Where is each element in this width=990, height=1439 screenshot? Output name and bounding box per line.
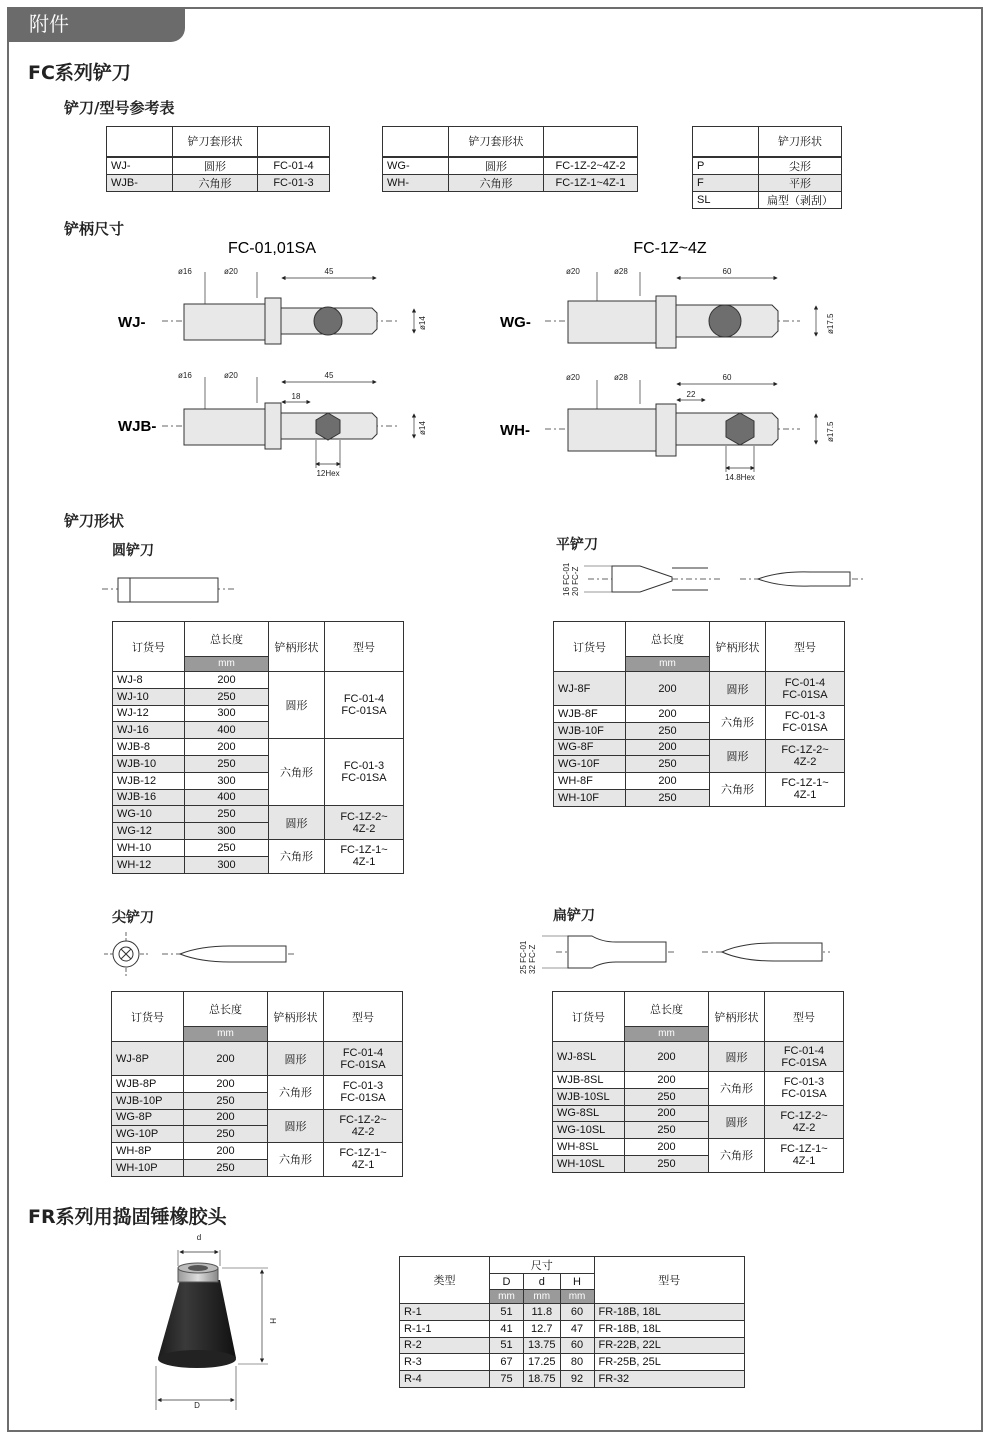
ref-cell: WJB- [107, 174, 173, 191]
order-no: WG-10 [113, 806, 185, 823]
col-model: 型号 [325, 622, 404, 672]
ref-cell: FC-01-4 [258, 157, 330, 175]
length: 300 [185, 856, 269, 873]
order-no: WJ-10 [113, 688, 185, 705]
order-no: WG-10SL [553, 1122, 625, 1139]
shank-label: WJ- [118, 314, 146, 331]
shank-shape: 圆形 [709, 1105, 765, 1139]
D-cell: 75 [490, 1371, 524, 1388]
dim-label: ø16 [178, 371, 192, 380]
dim-label: 18 [291, 392, 301, 401]
order-no: WJB-8SL [553, 1072, 625, 1089]
order-no: WJB-10SL [553, 1088, 625, 1105]
dim-label: 22 [686, 390, 696, 399]
length: 250 [185, 839, 269, 856]
unit-mm: mm [184, 1026, 268, 1041]
length: 200 [625, 1105, 709, 1122]
length: 250 [626, 789, 710, 806]
model: FC-01-4 [342, 1046, 384, 1059]
model: FC-1Z-2~ [340, 810, 388, 823]
length: 300 [185, 772, 269, 789]
model: FC-01-3 [342, 1080, 384, 1093]
model: FC-01-3 [343, 760, 385, 773]
order-no: WG-10P [112, 1126, 184, 1143]
unit-mm: mm [625, 1026, 709, 1041]
ref-table-wj [106, 126, 330, 192]
col-shank: 铲柄形状 [269, 622, 325, 672]
ref-col-shape: 铲刀套形状 [449, 127, 544, 157]
shank-shape: 圆形 [269, 672, 325, 739]
shank-shape: 圆形 [709, 1042, 765, 1072]
dim-label: ø20 [224, 371, 238, 380]
model: FC-01SA [781, 1088, 827, 1101]
ref-table-wg [382, 126, 638, 192]
col-model: 型号 [594, 1257, 744, 1304]
unit-mm: mm [185, 656, 269, 671]
D-cell: 51 [490, 1304, 524, 1321]
length: 200 [625, 1042, 709, 1072]
order-no: WH-10P [112, 1159, 184, 1176]
model: 4Z-1 [352, 856, 376, 869]
length: 200 [626, 773, 710, 790]
length: 250 [185, 755, 269, 772]
order-no: WG-12 [113, 823, 185, 840]
rubber-head-table [399, 1256, 745, 1388]
model: FC-01SA [340, 1092, 386, 1105]
round-blade-table [112, 621, 404, 874]
ref-cell: 圆形 [449, 157, 544, 175]
model: FC-01SA [782, 688, 828, 701]
scrape-blade-table [552, 991, 844, 1173]
H-cell: 47 [560, 1320, 594, 1337]
model: FC-01SA [781, 1056, 827, 1069]
ref-cell: 圆形 [173, 157, 258, 175]
length: 200 [626, 739, 710, 756]
model: FC-1Z-1~ [339, 1147, 387, 1160]
dim-label: d [196, 1233, 202, 1242]
order-no: WH-8P [112, 1143, 184, 1160]
round-blade-title: 圆铲刀 [112, 543, 154, 559]
section-tab: 附件 [7, 7, 185, 42]
model: 4Z-2 [351, 1125, 375, 1138]
shank-shape: 圆形 [269, 806, 325, 840]
shank-shape: 六角形 [709, 1139, 765, 1173]
shank-shape: 六角形 [269, 839, 325, 873]
dim-label: ø28 [614, 267, 628, 276]
shank-shape: 六角形 [268, 1076, 324, 1110]
order-no: WJB-8P [112, 1076, 184, 1093]
ref-cell: WH- [383, 174, 449, 191]
order-no: WH-12 [113, 856, 185, 873]
ref-cell: 六角形 [449, 174, 544, 191]
col-H: H [560, 1274, 594, 1290]
scrape-blade-drawing [516, 930, 836, 976]
model: FC-01-4 [343, 693, 385, 706]
col-shank: 铲柄形状 [709, 992, 765, 1042]
dim-label: 32 FC-Z [528, 944, 537, 974]
dim-label: 12Hex [316, 469, 340, 478]
D-cell: 67 [490, 1354, 524, 1371]
col-model: 型号 [324, 992, 403, 1042]
shank-label: WG- [500, 314, 531, 331]
dim-label: ø20 [224, 267, 238, 276]
H-cell: 60 [560, 1337, 594, 1354]
length: 200 [185, 672, 269, 689]
length: 250 [185, 806, 269, 823]
length: 300 [185, 705, 269, 722]
dim-label: 45 [324, 371, 334, 380]
model: FC-01-3 [783, 1076, 825, 1089]
col-length: 总长度 [625, 992, 709, 1027]
length: 400 [185, 789, 269, 806]
model: 4Z-1 [351, 1159, 375, 1172]
length: 200 [626, 672, 710, 706]
shank-shape: 六角形 [268, 1143, 324, 1177]
model: 4Z-1 [793, 789, 817, 802]
dim-label: 16 FC-01 [562, 562, 571, 596]
order-no: WH-8SL [553, 1139, 625, 1156]
order-no: WJ-12 [113, 705, 185, 722]
flat-blade-table [553, 621, 845, 807]
col-D: D [490, 1274, 524, 1290]
model: FC-01SA [340, 1058, 386, 1071]
d-cell: 12.7 [524, 1320, 561, 1337]
H-cell: 92 [560, 1371, 594, 1388]
dim-label: 20 FC-Z [571, 566, 580, 596]
col-d: d [524, 1274, 561, 1290]
col-model: 型号 [766, 622, 845, 672]
ref-cell: 扁型（剥刮） [759, 191, 842, 208]
flat-blade-drawing [560, 560, 870, 600]
ref-cell: FC-1Z-2~4Z-2 [544, 157, 638, 175]
round-blade-drawing [100, 572, 240, 608]
shape-title: 铲刀形状 [64, 512, 125, 530]
shank-shape: 圆形 [710, 672, 766, 706]
dim-label: ø14 [418, 316, 427, 330]
order-no: WG-10F [554, 756, 626, 773]
model: FC-01SA [341, 772, 387, 785]
col-order: 订货号 [113, 622, 185, 672]
shank-wg [500, 267, 835, 348]
col-type: 类型 [400, 1257, 490, 1304]
col-shank: 铲柄形状 [268, 992, 324, 1042]
model: FC-01-4 [784, 676, 826, 689]
col-length: 总长度 [184, 992, 268, 1027]
order-no: WJ-8SL [553, 1042, 625, 1072]
order-no: WH-10 [113, 839, 185, 856]
type-cell: R-1-1 [400, 1320, 490, 1337]
dim-label: ø20 [566, 267, 580, 276]
model: 4Z-2 [352, 822, 376, 835]
col-order: 订货号 [554, 622, 626, 672]
d-cell: 13.75 [524, 1337, 561, 1354]
shank-shape: 六角形 [269, 739, 325, 806]
length: 200 [184, 1042, 268, 1076]
ref-cell: WJ- [107, 157, 173, 175]
type-cell: R-4 [400, 1371, 490, 1388]
D-cell: 51 [490, 1337, 524, 1354]
order-no: WJB-8F [554, 706, 626, 723]
order-no: WJB-10P [112, 1092, 184, 1109]
unit-mm: mm [524, 1290, 561, 1304]
shank-shape: 六角形 [710, 706, 766, 740]
shank-wj [118, 267, 427, 344]
unit-mm: mm [626, 656, 710, 671]
d-cell: 11.8 [524, 1304, 561, 1321]
point-blade-drawing [100, 932, 300, 976]
dim-label: 60 [722, 373, 732, 382]
model: FC-1Z-2~ [780, 1109, 828, 1122]
ref-cell: P [693, 157, 759, 175]
length: 250 [625, 1088, 709, 1105]
dim-label: D [194, 1401, 200, 1410]
order-no: WG-8P [112, 1109, 184, 1126]
dim-label: ø20 [566, 373, 580, 382]
col-order: 订货号 [553, 992, 625, 1042]
dim-label: ø28 [614, 373, 628, 382]
dim-label: 60 [722, 267, 732, 276]
length: 200 [185, 739, 269, 756]
length: 250 [626, 756, 710, 773]
dim-label: ø17.5 [826, 421, 835, 442]
model: FC-01SA [782, 722, 828, 735]
order-no: WH-10SL [553, 1155, 625, 1172]
shank-wh [500, 373, 835, 482]
length: 300 [185, 823, 269, 840]
length: 200 [625, 1139, 709, 1156]
col-length: 总长度 [185, 622, 269, 657]
ref-cell: 六角形 [173, 174, 258, 191]
length: 200 [625, 1072, 709, 1089]
type-cell: R-1 [400, 1304, 490, 1321]
d-cell: 18.75 [524, 1371, 561, 1388]
shank-title: 铲柄尺寸 [64, 220, 125, 238]
length: 250 [184, 1126, 268, 1143]
order-no: WJ-8P [112, 1042, 184, 1076]
ref-cell: FC-01-3 [258, 174, 330, 191]
shank-model-left: FC-01,01SA [227, 240, 317, 257]
shank-shape: 六角形 [709, 1072, 765, 1106]
H-cell: 60 [560, 1304, 594, 1321]
length: 250 [626, 722, 710, 739]
rubber-head-drawing [140, 1230, 290, 1412]
unit-mm: mm [560, 1290, 594, 1304]
dim-label: 14.8Hex [725, 473, 755, 482]
ref-col-shape: 铲刀套形状 [173, 127, 258, 157]
ref-table-title: 铲刀/型号参考表 [64, 99, 175, 117]
length: 250 [625, 1155, 709, 1172]
unit-mm: mm [490, 1290, 524, 1304]
ref-cell: WG- [383, 157, 449, 175]
D-cell: 41 [490, 1320, 524, 1337]
order-no: WG-8F [554, 739, 626, 756]
model: FC-1Z-1~ [340, 844, 388, 857]
ref-col-shape: 铲刀形状 [759, 127, 842, 157]
model-cell: FR-18B, 18L [594, 1320, 744, 1337]
col-length: 总长度 [626, 622, 710, 657]
point-blade-title: 尖铲刀 [112, 910, 154, 926]
H-cell: 80 [560, 1354, 594, 1371]
order-no: WJ-16 [113, 722, 185, 739]
flat-blade-title: 平铲刀 [556, 537, 598, 553]
length: 250 [184, 1092, 268, 1109]
fr-series-title: FR系列用捣固锤橡胶头 [28, 1206, 227, 1228]
shank-wjb [118, 371, 427, 478]
dim-label: ø17.5 [826, 313, 835, 334]
order-no: WH-10F [554, 789, 626, 806]
model-cell: FR-32 [594, 1371, 744, 1388]
length: 200 [184, 1143, 268, 1160]
model: 4Z-2 [793, 755, 817, 768]
model: FC-1Z-2~ [339, 1113, 387, 1126]
model-cell: FR-25B, 25L [594, 1354, 744, 1371]
model: 4Z-2 [792, 1121, 816, 1134]
type-cell: R-2 [400, 1337, 490, 1354]
dim-label: ø16 [178, 267, 192, 276]
length: 250 [625, 1122, 709, 1139]
col-order: 订货号 [112, 992, 184, 1042]
length: 200 [184, 1109, 268, 1126]
order-no: WJ-8 [113, 672, 185, 689]
ref-cell: FC-1Z-1~4Z-1 [544, 174, 638, 191]
ref-cell: F [693, 174, 759, 191]
model: FC-01SA [341, 705, 387, 718]
length: 400 [185, 722, 269, 739]
model: FC-1Z-1~ [780, 1143, 828, 1156]
point-blade-table [111, 991, 403, 1177]
order-no: WJB-16 [113, 789, 185, 806]
model: 4Z-1 [792, 1155, 816, 1168]
dim-label: 45 [324, 267, 334, 276]
ref-cell: 平形 [759, 174, 842, 191]
col-shank: 铲柄形状 [710, 622, 766, 672]
scrape-blade-title: 扁铲刀 [553, 908, 595, 924]
model: FC-01-4 [783, 1044, 825, 1057]
order-no: WJ-8F [554, 672, 626, 706]
col-model: 型号 [765, 992, 844, 1042]
model: FC-01-3 [784, 710, 826, 723]
shank-shape: 六角形 [710, 773, 766, 807]
order-no: WG-8SL [553, 1105, 625, 1122]
shank-model-right: FC-1Z~4Z [633, 240, 707, 257]
fc-series-title: FC系列铲刀 [28, 62, 131, 84]
model: FC-1Z-2~ [781, 743, 829, 756]
ref-cell: 尖形 [759, 157, 842, 175]
col-size: 尺寸 [490, 1257, 595, 1274]
dim-label: 25 FC-01 [519, 940, 528, 974]
d-cell: 17.25 [524, 1354, 561, 1371]
shank-shape: 圆形 [268, 1109, 324, 1143]
length: 250 [185, 688, 269, 705]
order-no: WJB-10F [554, 722, 626, 739]
model: FC-1Z-1~ [781, 777, 829, 790]
model-cell: FR-22B, 22L [594, 1337, 744, 1354]
dim-label: ø14 [418, 421, 427, 435]
length: 250 [184, 1159, 268, 1176]
shank-shape: 圆形 [710, 739, 766, 773]
ref-cell: SL [693, 191, 759, 208]
dim-label: H [268, 1318, 277, 1324]
order-no: WJB-12 [113, 772, 185, 789]
order-no: WJB-10 [113, 755, 185, 772]
ref-table-blade-shape [692, 126, 842, 209]
order-no: WJB-8 [113, 739, 185, 756]
shank-dimension-drawing [100, 232, 860, 492]
model-cell: FR-18B, 18L [594, 1304, 744, 1321]
type-cell: R-3 [400, 1354, 490, 1371]
shank-label: WJB- [118, 418, 157, 435]
shank-label: WH- [500, 422, 530, 439]
length: 200 [184, 1076, 268, 1093]
length: 200 [626, 706, 710, 723]
shank-shape: 圆形 [268, 1042, 324, 1076]
order-no: WH-8F [554, 773, 626, 790]
